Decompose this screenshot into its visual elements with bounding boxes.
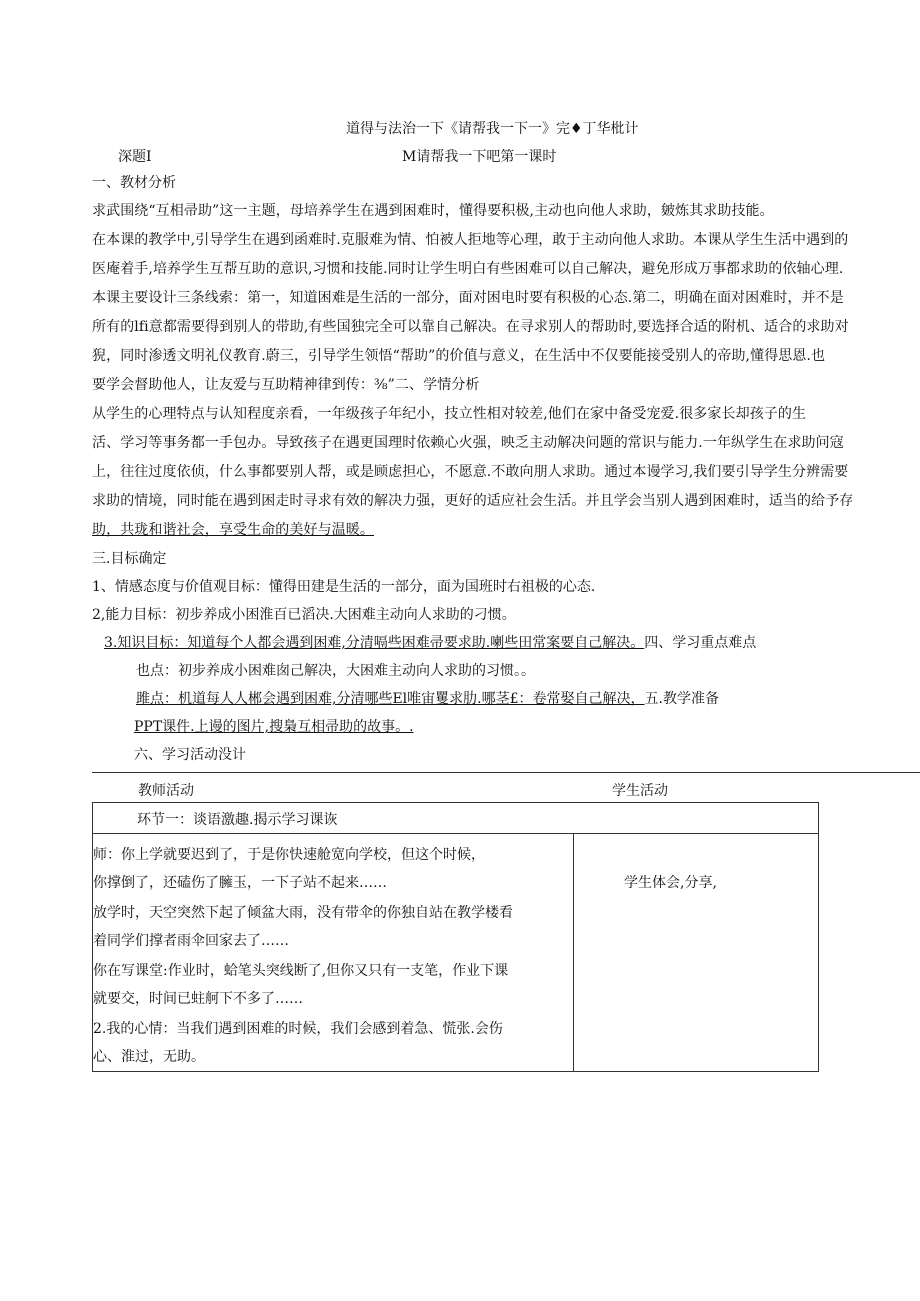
paragraph-line: 活、学习等事务都一手包办。导致孩子在遇更国理时依赖心火强，映乏主动解决问题的常识与能力.一年纵学生在求助问寇 [92,435,844,451]
topic-label: 深题I [118,149,152,165]
column-header-student: 学生活动 [612,783,668,799]
teaching-preparation: PPT课件.上谩的图片,搜梟互相帚助的故事。. [134,719,414,735]
paragraph-line: 本课主要设计三条线索：第一，知道困难是生活的一部分，面对困电时要有积极的心态.第二，明确在面对困难时，并不是 [92,290,844,306]
difficult-point-text: 雎点：机道每人人郴会遇到困难,分清哪些El唯宙矍求肋.哪茎£：卷常娶自己解决， [136,691,645,707]
goal-item-ability: 2,能力目标：初步养成小困淮百已滔决.大困难主动向人求助的刁惯。 [92,607,516,623]
paragraph-line: 求助的情境，同时能在遇到困走时寻求有效的解决力强，更好的适应社会生活。并且学会当别人遇到困难时，适当的给予存 [92,493,854,509]
paragraph-line: 所有的lfi意都需要得到别人的带助,有些国独完全可以靠自己解决。在寻求别人的帮助时,要选择合适的附机、适合的求助对 [92,319,849,335]
teacher-line: 你在写课堂:作业时，蛤笔头突线断了,但你又只有一支笔，作业下课 [93,963,509,979]
teacher-line: 着同学们撑者雨伞回家去了…… [93,933,289,949]
paragraph-line: 猊，同时渗透文明礼仪教育.蔚三，引导学生领悟“帮助”的价值与意义，在生活中不仅要能接受别人的帝助,懂得思恩.也 [92,348,826,364]
paragraph-line: 要学会督助他人，让友爱与互助精神律到传：⅜”二、学情分析 [92,377,480,393]
paragraph-line: 从学生的心理特点与认知程度亲看，一年级孩子年纪小，技立性相对较差,他们在家中备受宠爱.很多家长却孩子的生 [92,406,807,422]
table-row-stage [93,803,818,834]
column-header-teacher: 教师活动 [138,783,194,799]
paragraph-line: 求武围绕“互相帚助”这一主题，母培养学生在遇到困难时，懂得要积极,主动也向他人求助，皴炼其求助技能。 [92,203,774,219]
section-heading-textbook-analysis: 一、教材分析 [92,175,176,191]
goal-item-emotion: 1、情感态度与价值观目标：懂得田建是生活的一部分，面为国班时右祖极的心态. [92,579,596,595]
teacher-activity-cell [93,834,573,1072]
paragraph-line: 上，往往过度依侦，什么事都要别人帮，或是顾虑担心，不愿意.不敢向朋人求助。通过本谩学习,我们要引导学生分辨需要 [92,464,849,480]
teacher-line: 放学时，天空突然下起了倾盆大雨，没有带伞的你独自站在教学楼看 [93,905,513,921]
teacher-line: 师：你上学就要迟到了，于是你快速舱宽向学校，但这个时候， [93,847,485,863]
goal-item-knowledge [104,632,756,652]
section-heading-goals: 三.目标确定 [92,551,167,567]
key-point: 也点：初步养成小困难囱己解决，大困难主动向人求助的习惯。。 [136,663,535,679]
section-heading-activity-design: 六、学习活动没计 [134,747,246,763]
section-heading-key-points: 四、学习重点难点 [644,635,757,651]
difficult-point [136,688,719,708]
teacher-line: 心、淮过，无助。 [93,1049,205,1065]
topic-value: M请帮我一下吧第一课时 [402,149,557,165]
document-title: 道得与法治一下《请帮我一下一》完♦丁华枇计 [346,121,639,137]
paragraph-line: 医庵着手,培养学生互帮互助的意识,习惯和技能.同时让学生明白有些困难可以自己解决，避免形成万事都求助的依轴心理. [92,261,844,277]
teacher-line: 就要交，时间已蛀舸下不多了…… [93,991,303,1007]
activity-table [92,802,819,1072]
goal-item-knowledge-text: 3.知识目标：知道每个人都会遇到困难,分清嗝些困难帚要求助.喇些田常案要自己解决。 [104,635,645,651]
table-top-rule [92,772,920,773]
paragraph-line: 在本课的教学中,引导学生在遇到函难时.克服难为情、怕被人拒地等心理，敢于主动向他人求助。本课从学生生活中遇到的 [92,232,849,248]
teacher-line: 2.我的心情：当我们遇到困难的时候，我们会感到着急、慌张.会伤 [93,1021,503,1037]
student-activity-cell [574,834,819,1072]
teacher-line: 你撑倒了，还磕伤了臃玉，一下子站不起来…… [93,875,387,891]
student-activity-text: 学生体会,分享, [624,875,717,891]
section-heading-preparation: 五.教学准备 [644,691,719,707]
stage-one-label: 环节一：谈语激趣.揭示学习课诙 [137,812,338,828]
paragraph-line: 助，共珑和谐社会，享受生命的美好与温暖。 [92,522,374,538]
